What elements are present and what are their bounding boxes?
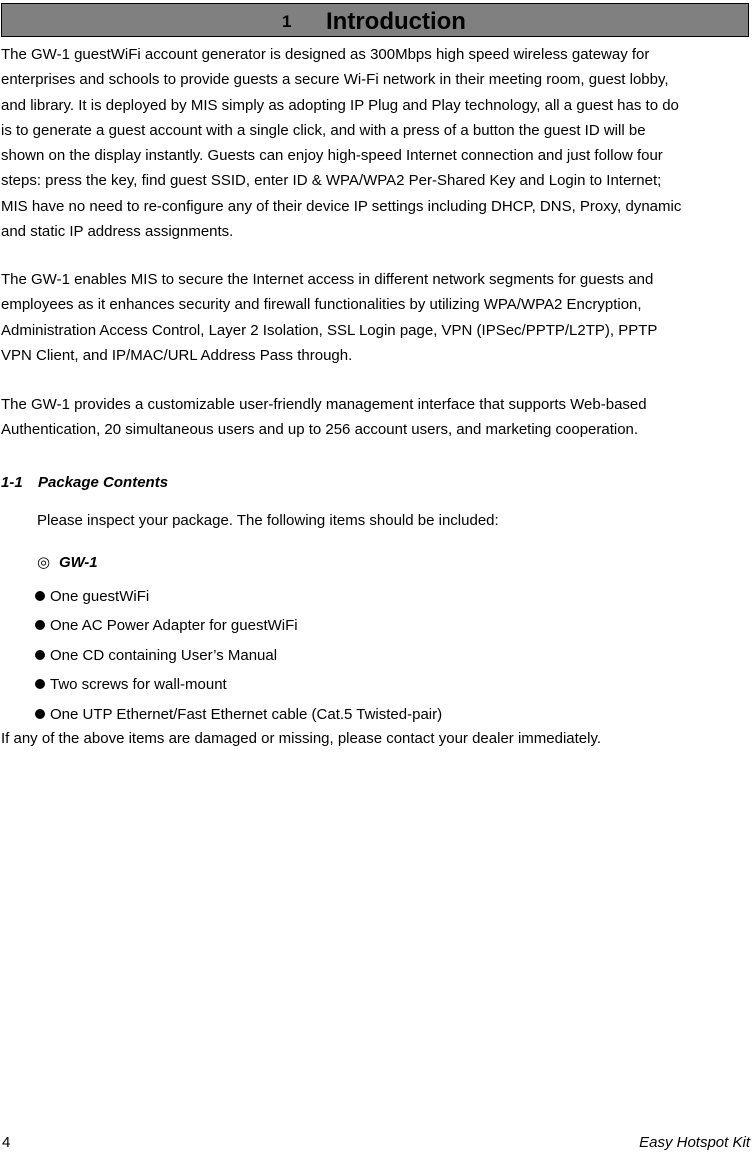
section-number: 1-1 — [1, 474, 23, 491]
paragraph-line: MIS have no need to re-configure any of their device IP settings including DHCP, DNS, Proxy, dynamic — [1, 197, 682, 215]
bullet-icon — [35, 709, 45, 719]
section-title: Package Contents — [38, 474, 169, 491]
double-circle-icon: ◎ — [37, 554, 51, 571]
package-intro: Please inspect your package. The following items should be included: — [37, 512, 499, 529]
chapter-number: 1 — [282, 12, 292, 31]
list-item — [35, 582, 442, 611]
bullet-icon — [35, 679, 45, 689]
chapter-heading — [1, 3, 749, 37]
paragraph-line: and static IP address assignments. — [1, 223, 234, 241]
paragraph-line: The GW-1 guestWiFi account generator is designed as 300Mbps high speed wireless gateway for — [1, 46, 650, 63]
list-item — [35, 611, 442, 640]
model-name: GW-1 — [59, 554, 98, 571]
paragraph-line: shown on the display instantly. Guests can enjoy high-speed Internet connection and just follow four — [1, 147, 663, 165]
paragraph-overview — [1, 42, 755, 244]
paragraph-line: VPN Client, and IP/MAC/URL Address Pass through. — [1, 346, 353, 364]
paragraph-line: The GW-1 provides a customizable user-friendly management interface that supports Web-based — [1, 396, 647, 413]
list-item-label: One CD containing User’s Manual — [50, 646, 278, 664]
paragraph-line: Administration Access Control, Layer 2 Isolation, SSL Login page, VPN (IPSec/PPTP/L2TP), PPTP — [1, 321, 658, 339]
paragraph-line: The GW-1 enables MIS to secure the Internet access in different network segments for guests and — [1, 271, 654, 288]
chapter-title: Introduction — [326, 8, 466, 35]
model-heading — [37, 553, 98, 573]
paragraph-management — [1, 392, 755, 443]
list-item-label: One guestWiFi — [50, 588, 150, 605]
closing-note: If any of the above items are damaged or missing, please contact your dealer immediately. — [1, 730, 602, 747]
paragraph-line: is to generate a guest account with a single click, and with a press of a button the guest ID will be — [1, 121, 646, 139]
list-item — [35, 670, 442, 699]
footer-book-title: Easy Hotspot Kit — [639, 1134, 750, 1151]
paragraph-line: steps: press the key, find guest SSID, enter ID & WPA/WPA2 Per-Shared Key and Login to Internet; — [1, 172, 662, 190]
paragraph-line: and library. It is deployed by MIS simply as adopting IP Plug and Play technology, all a guest has to do — [1, 96, 679, 114]
paragraph-line: Authentication, 20 simultaneous users and up to 256 account users, and marketing cooperation. — [1, 421, 639, 439]
bullet-icon — [35, 620, 45, 630]
list-item-label: Two screws for wall-mount — [50, 676, 227, 694]
list-item — [35, 700, 442, 729]
list-item-label: One AC Power Adapter for guestWiFi — [50, 617, 298, 635]
paragraph-security — [1, 267, 755, 368]
page-number: 4 — [2, 1134, 11, 1151]
section-heading — [1, 473, 168, 493]
package-items — [35, 582, 442, 729]
list-item — [35, 641, 442, 670]
paragraph-line: employees as it enhances security and firewall functionalities by utilizing WPA/WPA2 Encryption, — [1, 296, 642, 314]
bullet-icon — [35, 591, 45, 601]
list-item-label: One UTP Ethernet/Fast Ethernet cable (Cat.5 Twisted-pair) — [50, 705, 443, 723]
bullet-icon — [35, 650, 45, 660]
paragraph-line: enterprises and schools to provide guests a secure Wi-Fi network in their meeting room, guest lobby, — [1, 71, 669, 89]
